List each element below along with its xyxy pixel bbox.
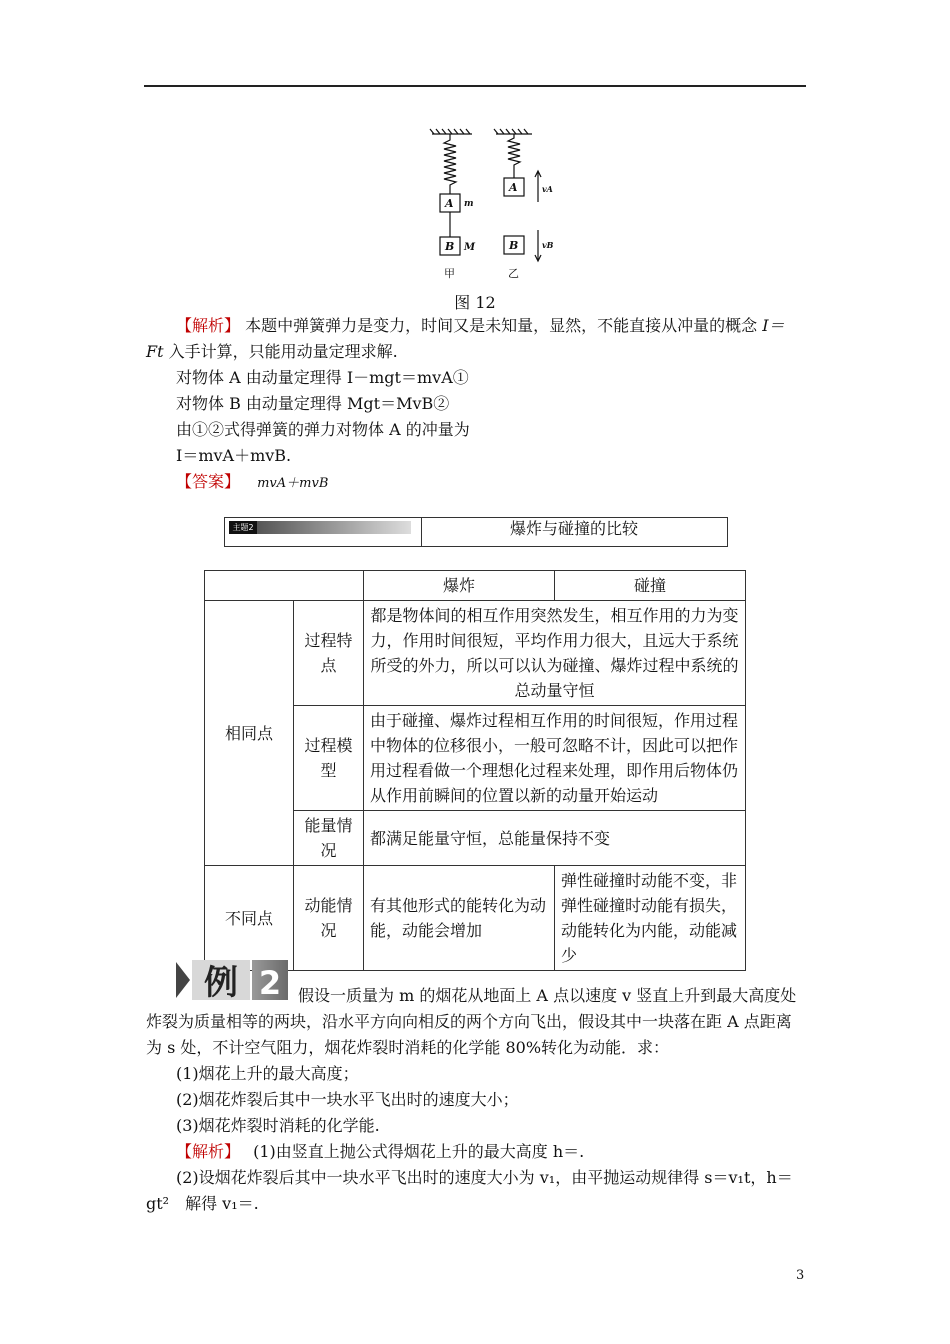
example-badge bbox=[176, 958, 288, 1002]
question-3: (3)烟花炸裂时消耗的化学能. bbox=[176, 1116, 380, 1135]
table-row: 不同点 动能情况 有其他形式的能转化为动能，动能会增加 弹性碰撞时动能不变，非弹性碰撞时动能有损失，动能转化为内能，动能减少 bbox=[205, 866, 746, 971]
svg-text:M: M bbox=[464, 242, 476, 253]
solution-line-2: Ft 入手计算，只能用动量定理求解. bbox=[146, 342, 398, 361]
figure-caption: 图 12 bbox=[454, 293, 496, 312]
svg-text:vA: vA bbox=[542, 184, 553, 194]
svg-text:A: A bbox=[445, 197, 454, 210]
solution2-line-1: 【解析】 (1)由竖直上抛公式得烟花上升的最大高度 h＝. bbox=[176, 1142, 585, 1161]
header-rule bbox=[144, 85, 806, 87]
solution2-line-2: (2)设烟花炸裂后其中一块水平飞出时的速度大小为 v₁，由平抛运动规律得 s＝v₁t，h＝ bbox=[176, 1168, 793, 1187]
header-collision: 碰撞 bbox=[555, 571, 746, 601]
svg-text:A: A bbox=[509, 181, 518, 194]
table-row bbox=[205, 571, 746, 601]
svg-text:例: 例 bbox=[204, 963, 238, 1002]
table-row: 能量情况 都满足能量守恒，总能量保持不变 bbox=[205, 811, 746, 866]
topic-bar bbox=[257, 521, 411, 534]
svg-text:B: B bbox=[509, 239, 519, 252]
solution-line-5: 由①②式得弹簧的弹力对物体 A 的冲量为 bbox=[176, 420, 470, 439]
diff-label: 不同点 bbox=[205, 866, 294, 971]
svg-text:甲: 甲 bbox=[444, 267, 455, 280]
answer-tag: 【答案】 bbox=[176, 472, 241, 491]
page-number: 3 bbox=[796, 1268, 805, 1283]
example-line-3: 为 s 处，不计空气阻力，烟花炸裂时消耗的化学能 80%转化为动能．求： bbox=[146, 1038, 670, 1057]
analysis-tag: 【解析】 bbox=[176, 316, 241, 335]
svg-text:m: m bbox=[464, 199, 474, 209]
answer-line: 【答案】 mvA＋mvB bbox=[176, 472, 329, 491]
solution2-line-3: gt² 解得 v₁＝. bbox=[146, 1194, 259, 1213]
same-label: 相同点 bbox=[205, 601, 294, 866]
svg-text:B: B bbox=[445, 240, 455, 253]
solution-line-3: 对物体 A 由动量定理得 I－mgt＝mvA① bbox=[176, 368, 469, 387]
topic-header bbox=[224, 517, 728, 547]
table-row: 过程模型 由于碰撞、爆炸过程相互作用的时间很短，作用过程中物体的位移很小，一般可忽略不计，因此可以把作用过程看做一个理想化过程来处理，即作用后物体仍从作用前瞬间的位置以新的动量开始运动 bbox=[205, 706, 746, 811]
comparison-table bbox=[204, 570, 746, 971]
svg-text:乙: 乙 bbox=[508, 267, 519, 280]
spring-figure bbox=[420, 122, 580, 282]
example-line-2: 炸裂为质量相等的两块，沿水平方向向相反的两个方向飞出，假设其中一块落在距 A 点距离 bbox=[146, 1012, 792, 1031]
solution-line-6: I＝mvA＋mvB. bbox=[176, 446, 292, 465]
solution-line-1: 【解析】 本题中弹簧弹力是变力，时间又是未知量，显然，不能直接从冲量的概念 I＝ bbox=[176, 316, 785, 335]
topic-tag: 主题2 bbox=[229, 521, 257, 534]
question-2: (2)烟花炸裂后其中一块水平飞出时的速度大小； bbox=[176, 1090, 519, 1109]
svg-text:vB: vB bbox=[542, 240, 554, 250]
topic-title: 爆炸与碰撞的比较 bbox=[509, 519, 638, 538]
table-row: 相同点 过程特点 都是物体间的相互作用突然发生，相互作用的力为变力，作用时间很短，平均作用力很大，且远大于系统所受的外力，所以可以认为碰撞、爆炸过程中系统的总动量守恒 bbox=[205, 601, 746, 706]
analysis-tag-2: 【解析】 bbox=[176, 1142, 241, 1161]
svg-text:2: 2 bbox=[258, 964, 282, 1002]
question-1: (1)烟花上升的最大高度； bbox=[176, 1064, 359, 1083]
example-line-1: 假设一质量为 m 的烟花从地面上 A 点以速度 v 竖直上升到最大高度处 bbox=[298, 986, 797, 1005]
header-explosion: 爆炸 bbox=[364, 571, 555, 601]
solution-line-4: 对物体 B 由动量定理得 Mgt＝MvB② bbox=[176, 394, 450, 413]
